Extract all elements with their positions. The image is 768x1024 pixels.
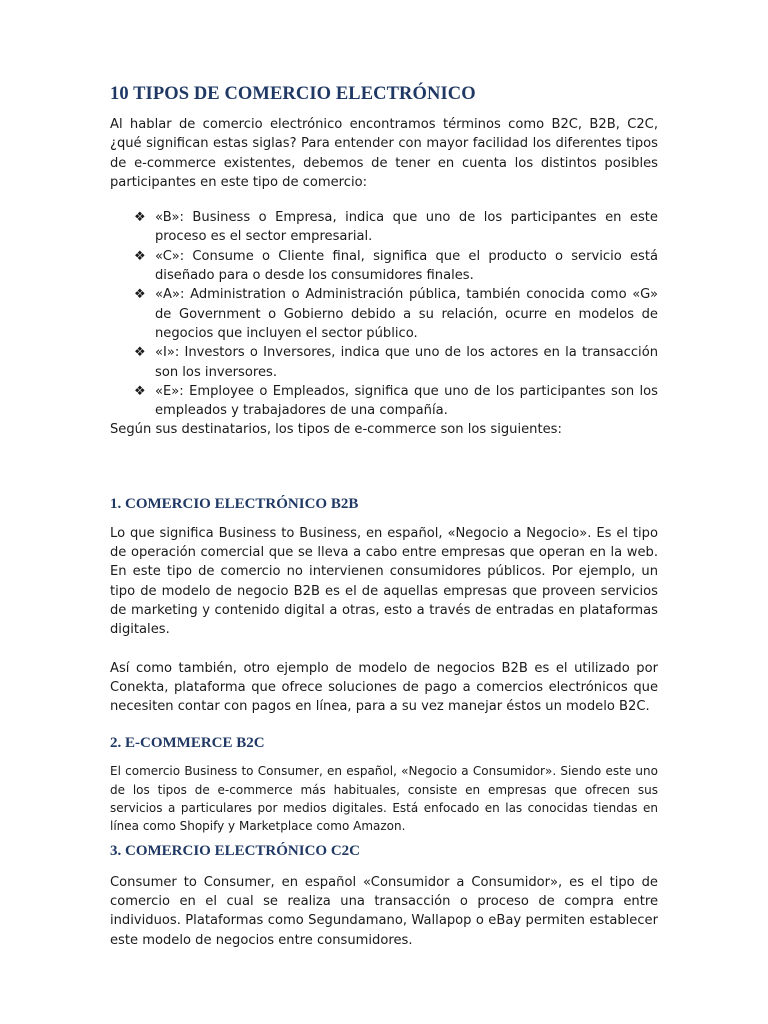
diamond-bullet-icon: ❖ [134, 383, 146, 399]
list-item [110, 247, 658, 286]
document-page [110, 84, 658, 950]
types-lead-paragraph: Según sus destinatarios, los tipos de e-commerce son los siguientes: [110, 422, 562, 438]
list-item [110, 208, 658, 247]
list-item-text: «B»: Business o Empresa, indica que uno de los participantes en este proceso es el sector empresarial. [155, 210, 658, 245]
section-heading-b2b: 1. COMERCIO ELECTRÓNICO B2B [110, 495, 359, 512]
list-item [110, 343, 658, 382]
section-paragraph: Así como también, otro ejemplo de modelo de negocios B2B es el utilizado por Conekta, plataforma que ofrece soluciones de pago a comercios electrónicos que necesiten contar con pagos en línea, para a su vez manejar éstos un modelo B2C. [110, 660, 658, 715]
document-title: 10 TIPOS DE COMERCIO ELECTRÓNICO [110, 84, 476, 104]
list-item-text: «C»: Consume o Cliente final, significa que el producto o servicio está diseñado para o desde los consumidores finales. [155, 248, 658, 284]
diamond-bullet-icon: ❖ [134, 248, 146, 264]
section-heading-c2c: 3. COMERCIO ELECTRÓNICO C2C [110, 842, 361, 859]
diamond-bullet-icon: ❖ [134, 345, 146, 361]
list-item-text: «E»: Employee o Empleados, significa que uno de los participantes son los empleados y trabajadores de una compañía. [155, 383, 658, 419]
diamond-bullet-icon: ❖ [134, 287, 146, 303]
section-paragraph: Consumer to Consumer, en español «Consumidor a Consumidor», es el tipo de comercio en el cual se realiza una transacción o proceso de compra entre individuos. Plataformas como Segundamano, Wallapop o eBay permiten establecer este modelo de negocios entre consumidores. [110, 874, 658, 948]
diamond-bullet-icon: ❖ [134, 210, 146, 226]
section-paragraph: Lo que significa Business to Business, en español, «Negocio a Negocio». Es el tipo de operación comercial que se lleva a cabo entre empresas que operan en la web. En este tipo de comercio no intervienen consumidores públicos. Por ejemplo, un tipo de modelo de negocio B2B es el de aquellas empresas que proveen servicios de marketing y contenido digital a otras, esto a través de entradas en plataformas digitales. [110, 525, 658, 638]
list-item [110, 382, 658, 421]
list-item [110, 285, 658, 343]
section-paragraph: El comercio Business to Consumer, en español, «Negocio a Consumidor». Siendo este uno de los tipos de e-commerce más habituales, consiste en empresas que ofrecen sus servicios a particulares por medios digitales. Está enfocado en las conocidas tiendas en línea como Shopify y Marketplace como Amazon. [110, 764, 658, 834]
intro-paragraph: Al hablar de comercio electrónico encontramos términos como B2C, B2B, C2C, ¿qué significan estas siglas? Para entender con mayor facilidad los diferentes tipos de e-commerce existentes, debemos de tener en cuenta los distintos posibles participantes en este tipo de comercio: [110, 117, 658, 190]
list-item-text: «I»: Investors o Inversores, indica que uno de los actores en la transacción son los inversores. [155, 345, 658, 380]
list-item-text: «A»: Administration o Administración pública, también conocida como «G» de Government o Gobierno debido a su relación, ocurre en modelos de negocios que incluyen el sector público. [155, 287, 658, 341]
section-heading-b2c: 2. E-COMMERCE B2C [110, 735, 265, 752]
participants-list [110, 208, 658, 420]
